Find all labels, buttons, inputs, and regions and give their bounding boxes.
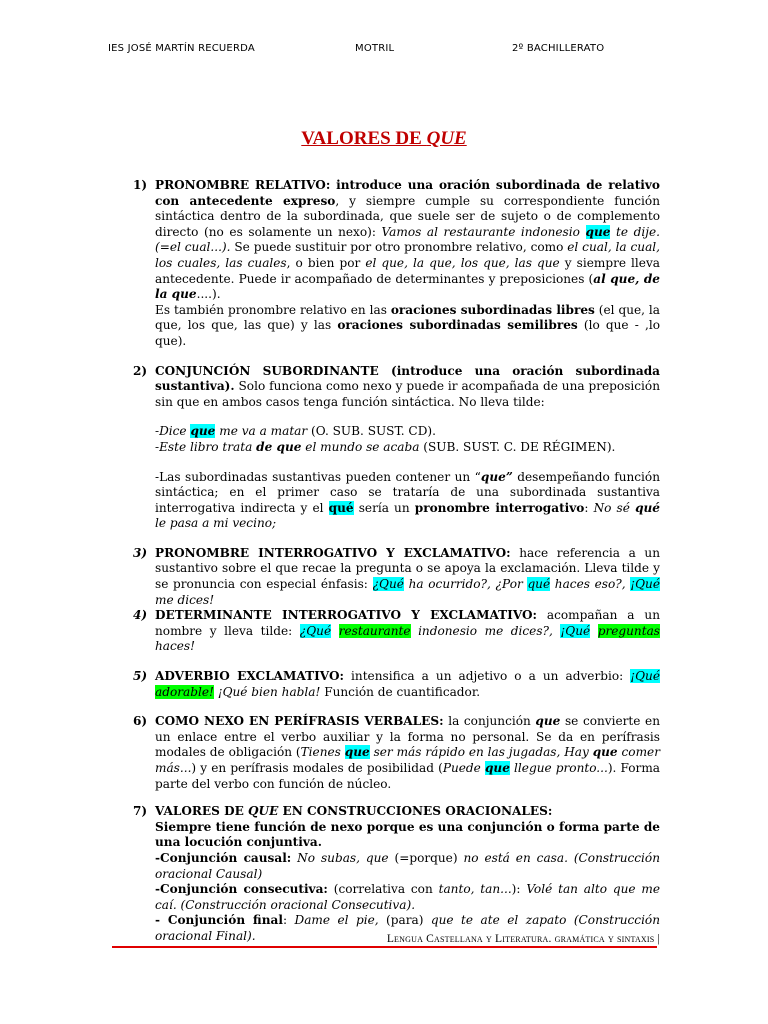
item-1-text: PRONOMBRE RELATIVO: introduce una oración subordinada de relativo con antecedente expreso, y siempre cumple su correspondiente función sintáctica dentro de la subordinada, que suele ser de sujeto o de complemento directo (no es solamente un nexo): Vamos al restaurante indonesio que te dije. (=el cual...). Se puede sustituir por otro pronombre relativo, como el cual, la cual, los cuales, las cuales, o bien por el que, la que, los que, las que y siempre lleva antecedente. Puede ir acompañado de determinantes y preposiciones (al que, de la que....). [155, 178, 661, 302]
item-6 [133, 714, 660, 792]
item-number: 6) [133, 714, 148, 729]
header-school: IES JOSÉ MARTÍN RECUERDA [108, 43, 255, 54]
item-2 [133, 364, 660, 532]
item-2-text: CONJUNCIÓN SUBORDINANTE (introduce una oración subordinada sustantiva). Solo funciona como nexo y puede ir acompañada de una preposición sin que en ambos casos tenga función sintáctica. No lleva tilde: [155, 363, 660, 409]
item-7-subheading: Siempre tiene función de nexo porque es una conjunción o forma parte de una locución conjuntiva. [155, 819, 660, 850]
item-number: 4) [133, 608, 148, 623]
footer-text: Lengua Castellana y Literatura. gramática y sintaxis | [386, 933, 660, 945]
document-body [133, 178, 660, 945]
page-title: VALORES DE QUE [301, 128, 467, 149]
item-2-note: -Las subordinadas sustantivas pueden contener un “que” desempeñando función sintáctica; en el primer caso se trataría de una subordinada sustantiva interrogativa indirecta y el qué sería un pronombre interrogativo: No sé qué le pasa a mi vecino; [155, 469, 661, 531]
conj-causal: -Conjunción causal: No subas, que (=porque) no está en casa. (Construcción oracional Causal) [155, 850, 660, 881]
item-5-text: ADVERBIO EXCLAMATIVO: intensifica a un adjetivo o a un adverbio: ¡Qué adorable! ¡Qué bien habla! Función de cuantificador. [155, 669, 660, 699]
item-2-example-1: -Dice que me va a matar (O. SUB. SUST. CD). [155, 424, 436, 439]
item-1 [133, 178, 660, 350]
item-number: 5) [133, 669, 148, 684]
item-5 [133, 669, 660, 700]
item-3 [133, 546, 660, 608]
item-7-heading: VALORES DE QUE EN CONSTRUCCIONES ORACIONALES: [155, 804, 553, 819]
item-number: 1) [133, 178, 148, 192]
conj-final: - Conjunción final: Dame el pie, (para) que te ate el zapato (Construcción oracional Final). [155, 913, 661, 943]
item-number: 2) [133, 363, 148, 378]
item-7 [133, 804, 660, 944]
header-course: 2º BACHILLERATO [512, 43, 605, 54]
footer-divider [112, 946, 657, 948]
item-number: 3) [133, 545, 148, 560]
item-2-example-2: -Este libro trata de que el mundo se acaba (SUB. SUST. C. DE RÉGIMEN). [155, 439, 616, 454]
item-3-text: PRONOMBRE INTERROGATIVO Y EXCLAMATIVO: hace referencia a un sustantivo sobre el que recae la pregunta o se apoya la exclamación. Lleva tilde y se pronuncia con especial énfasis: ¿Qué ha ocurrido?, ¿Por qué haces eso?, ¡Qué me dices! [155, 545, 660, 607]
item-4-text: DETERMINANTE INTERROGATIVO Y EXCLAMATIVO: acompañan a un nombre y lleva tilde: ¿Qué restaurante indonesio me dices?, ¡Qué preguntas haces! [155, 608, 660, 654]
item-6-text: COMO NEXO EN PERÍFRASIS VERBALES: la conjunción que se convierte en un enlace entre el verbo auxiliar y la forma no personal. Se da en perífrasis modales de obligación (Tienes que ser más rápido en las jugadas, Hay que comer más...) y en perífrasis modales de posibilidad (Puede que llegue pronto...). Forma parte del verbo con función de núcleo. [155, 714, 661, 791]
conj-consecutiva: -Conjunción consecutiva: (correlativa con tanto, tan...): Volé tan alto que me caí. (Construcción oracional Consecutiva). [155, 882, 660, 912]
item-4 [133, 608, 660, 655]
item-1-libres: Es también pronombre relativo en las oraciones subordinadas libres (el que, la que, los que, las que) y las oraciones subordinadas semilibres (lo que - ,lo que). [155, 302, 660, 348]
item-number: 7) [133, 804, 148, 819]
header-city: MOTRIL [355, 43, 395, 54]
